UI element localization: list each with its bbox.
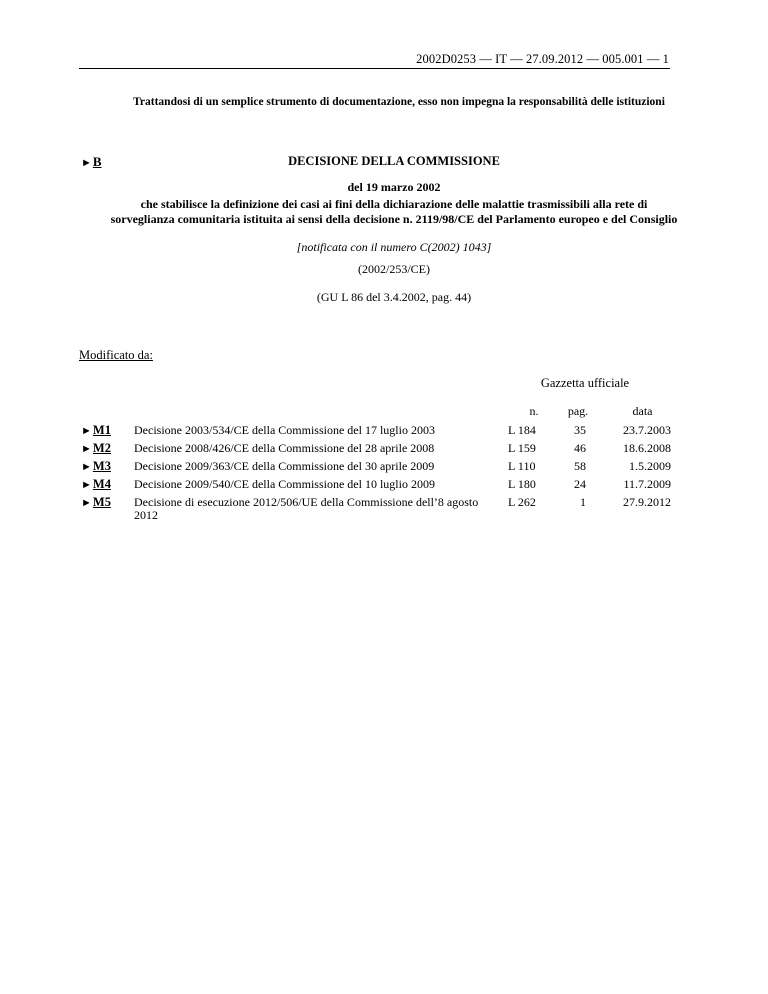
amendment-marker[interactable] (81, 496, 111, 510)
amendment-description: Decisione 2009/540/CE della Commissione del 10 luglio 2009 (134, 477, 435, 491)
disclaimer-text: Trattandosi di un semplice strumento di documentazione, esso non impegna la responsabilità delle istituzioni (133, 96, 665, 108)
base-act-code[interactable]: B (92, 154, 102, 169)
gazette-page: 58 (574, 459, 586, 473)
amendment-description: Decisione di esecuzione 2012/506/UE della Commissione dell’8 agosto 2012 (134, 495, 479, 522)
document-number: (2002/253/CE) (358, 262, 430, 276)
arrow-right-icon: ► (81, 479, 92, 491)
document-notification-number: [notificata con il numero C(2002) 1043] (296, 240, 492, 254)
gazette-date: 23.7.2003 (623, 423, 671, 437)
column-header-date: data (632, 404, 653, 418)
gazette-number: L 180 (508, 477, 536, 491)
arrow-right-icon: ► (81, 497, 92, 509)
amendment-marker[interactable] (81, 460, 111, 474)
amendment-code[interactable]: M3 (92, 459, 111, 473)
document-date: del 19 marzo 2002 (347, 180, 441, 194)
arrow-right-icon: ► (81, 425, 92, 437)
document-subject: che stabilisce la definizione dei casi ai fini della dichiarazione delle malattie trasmissibili alla rete di sorveglianza comunitaria istituita ai sensi della decisione n. 2119/98/CE del Parlamento europeo e del Consiglio (110, 197, 678, 226)
column-header-page: pag. (567, 404, 589, 418)
arrow-right-icon: ► (81, 443, 92, 455)
gazette-date: 18.6.2008 (623, 441, 671, 455)
gazette-number: L 262 (508, 495, 536, 509)
gazette-page: 35 (574, 423, 586, 437)
gazette-page: 24 (574, 477, 586, 491)
page-header-reference: 2002D0253 — IT — 27.09.2012 — 005.001 — 1 (416, 52, 669, 66)
amendment-code[interactable]: M2 (92, 441, 111, 455)
gazette-header: Gazzetta ufficiale (540, 376, 630, 390)
amendment-marker[interactable] (81, 478, 111, 492)
amendment-marker[interactable] (81, 442, 111, 456)
column-header-number: n. (529, 404, 539, 418)
modified-by-label: Modificato da: (79, 348, 153, 362)
gazette-page: 46 (574, 441, 586, 455)
disclaimer-notice (0, 96, 768, 108)
arrow-right-icon: ► (81, 157, 92, 169)
gazette-date: 27.9.2012 (623, 495, 671, 509)
gazette-date: 1.5.2009 (629, 459, 671, 473)
amendment-description: Decisione 2008/426/CE della Commissione del 28 aprile 2008 (134, 441, 435, 455)
gazette-page: 1 (580, 495, 586, 509)
document-official-journal-reference: (GU L 86 del 3.4.2002, pag. 44) (316, 290, 472, 304)
amendment-code[interactable]: M4 (92, 477, 111, 491)
gazette-number: L 110 (508, 459, 536, 473)
document-title: DECISIONE DELLA COMMISSIONE (288, 154, 500, 168)
header-divider (79, 68, 670, 69)
arrow-right-icon: ► (81, 461, 92, 473)
amendment-marker[interactable] (81, 424, 111, 438)
amendment-description: Decisione 2009/363/CE della Commissione del 30 aprile 2009 (134, 459, 435, 473)
gazette-date: 11.7.2009 (623, 477, 671, 491)
amendment-code[interactable]: M5 (92, 495, 111, 509)
gazette-number: L 159 (508, 441, 536, 455)
amendment-code[interactable]: M1 (92, 423, 111, 437)
gazette-number: L 184 (508, 423, 536, 437)
base-act-marker[interactable] (81, 154, 102, 170)
amendment-description: Decisione 2003/534/CE della Commissione del 17 luglio 2003 (134, 423, 435, 437)
